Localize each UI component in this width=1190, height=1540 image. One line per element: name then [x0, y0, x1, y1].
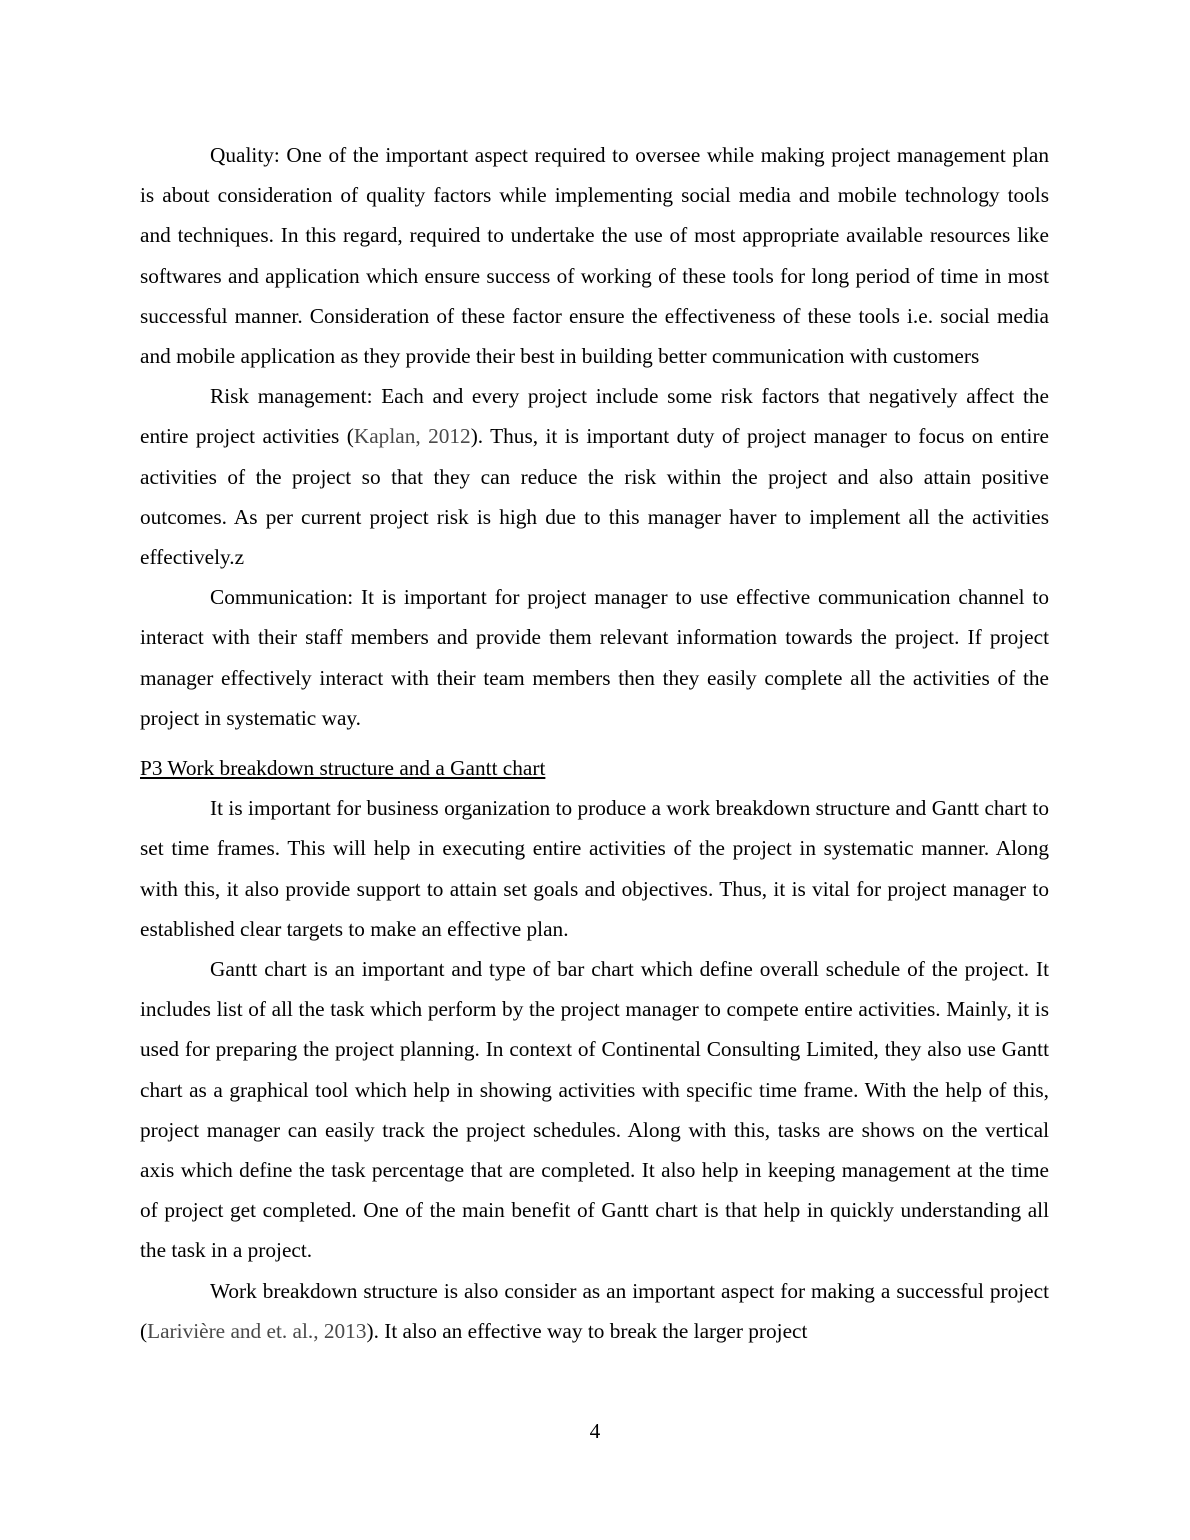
wbs-paragraph — [140, 1271, 1049, 1351]
wbs-text-start: Work breakdown structure is also consider as an important aspect for making a successful project ( — [140, 1278, 1049, 1343]
risk-text-start: Risk management: Each and every project include some risk factors that negatively affect the entire project activities ( — [140, 384, 1049, 449]
page-number: 4 — [589, 1419, 601, 1443]
gantt-text: Gantt chart is an important and type of bar chart which define overall schedule of the project. It includes list of all the task which perform by the project manager to compete entire activities. Mainly, it is used for preparing the project planning. In context of Continental Consulting Limited, they also use Gantt chart as a graphical tool which help in showing activities with specific time frame. With the help of this, project manager can easily track the project schedules. Along with this, tasks are shows on the vertical axis which define the task percentage that are completed. It also help in keeping management at the time of project get completed. One of the main benefit of Gantt chart is that help in quickly understanding all the task in a project. — [140, 957, 1049, 1263]
page-body — [140, 135, 1049, 1351]
quality-text: Quality: One of the important aspect required to oversee while making project management plan is about consideration of quality factors while implementing social media and mobile technology tools and techniques. In this regard, required to undertake the use of most appropriate available resources like softwares and application which ensure success of working of these tools for long period of time in most successful manner. Consideration of these factor ensure the effectiveness of these tools i.e. social media and mobile application as they provide their best in building better communication with customers — [140, 143, 1049, 369]
wbs-text-end: ). It also an effective way to break the larger project — [366, 1318, 808, 1343]
wbs-intro-paragraph — [140, 788, 1049, 949]
quality-paragraph — [140, 135, 1049, 376]
risk-management-paragraph — [140, 376, 1049, 577]
citation-lariviere: Larivière and et. al., 2013 — [147, 1318, 367, 1343]
wbs-intro-text: It is important for business organization to produce a work breakdown structure and Gantt chart to set time frames. This will help in executing entire activities of the project in systematic manner. Along with this, it also provide support to attain set goals and objectives. Thus, it is vital for project manager to established clear targets to make an effective plan. — [140, 796, 1049, 941]
section-heading-p3: P3 Work breakdown structure and a Gantt chart — [140, 756, 546, 781]
gantt-chart-paragraph — [140, 949, 1049, 1271]
communication-text: Communication: It is important for project manager to use effective communication channel to interact with their staff members and provide them relevant information towards the project. If project manager effectively interact with their team members then they easily complete all the activities of the project in systematic way. — [140, 585, 1049, 730]
citation-kaplan: Kaplan, 2012 — [353, 424, 471, 449]
communication-paragraph — [140, 577, 1049, 738]
risk-text-end: ). Thus, it is important duty of project manager to focus on entire activities of the project so that they can reduce the risk within the project and also attain positive outcomes. As per current project risk is high due to this manager haver to implement all the activities effectively.z — [140, 424, 1049, 570]
